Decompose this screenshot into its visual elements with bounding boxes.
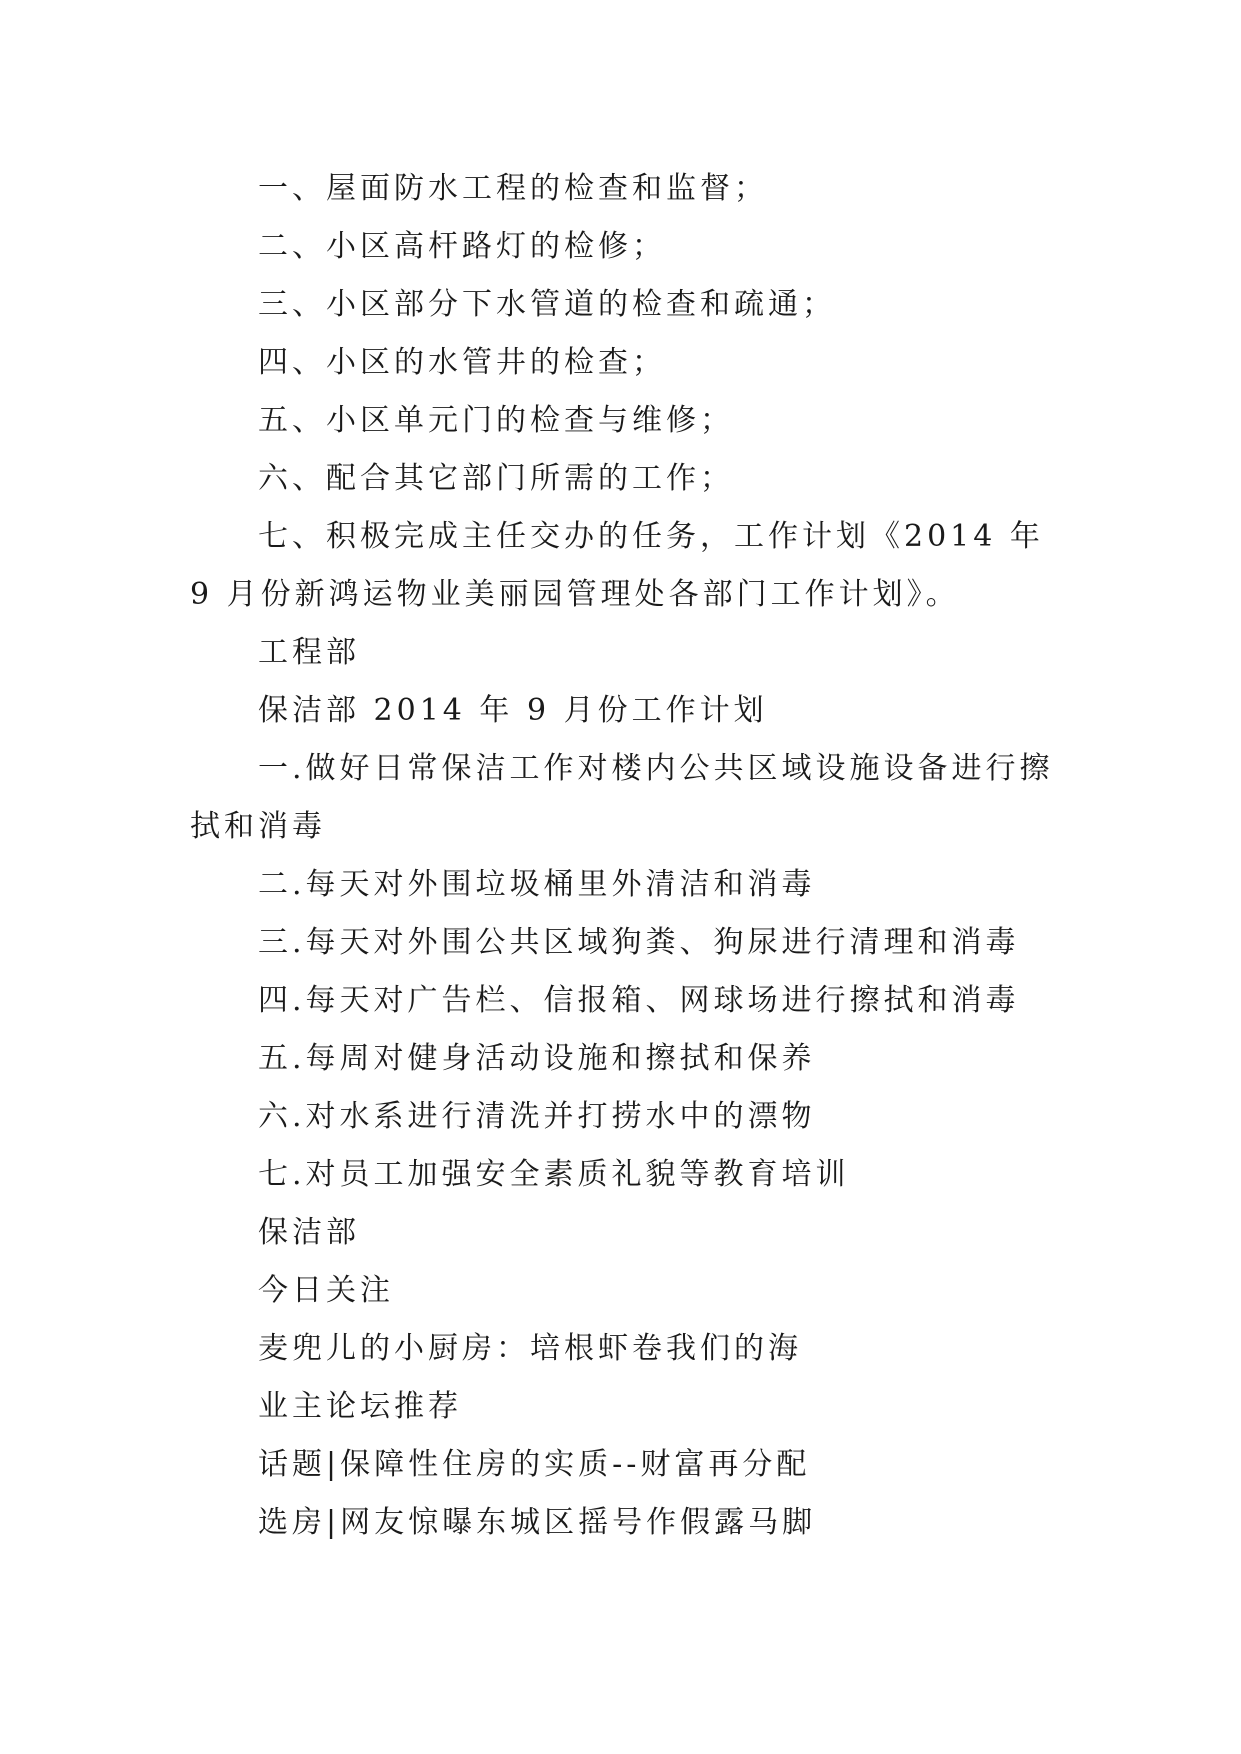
paragraph-dog-waste: 三.每天对外围公共区域狗粪、狗尿进行清理和消毒 xyxy=(258,925,1020,960)
paragraph-trash-bins: 二.每天对外围垃圾桶里外清洁和消毒 xyxy=(258,867,816,902)
signature-cleaning-dept: 保洁部 xyxy=(258,1215,360,1250)
paragraph-staff-training: 七.对员工加强安全素质礼貌等教育培训 xyxy=(258,1157,850,1192)
paragraph-roof-waterproofing: 一、屋面防水工程的检查和监督； xyxy=(258,171,768,206)
paragraph-water-wells: 四、小区的水管井的检查； xyxy=(258,345,666,380)
paragraph-kitchen-item: 麦兜儿的小厨房：培根虾卷我们的海 xyxy=(258,1331,802,1366)
paragraph-fitness-facilities: 五.每周对健身活动设施和擦拭和保养 xyxy=(258,1041,816,1076)
paragraph-water-system: 六.对水系进行清洗并打捞水中的漂物 xyxy=(258,1099,816,1134)
paragraph-assigned-tasks: 七、积极完成主任交办的任务，工作计划《2014 年 9 月份新鸿运物业美丽园管理处各部门工作计划》。 xyxy=(190,519,1044,612)
heading-today-focus: 今日关注 xyxy=(258,1273,394,1308)
section-title-cleaning-plan: 保洁部 2014 年 9 月份工作计划 xyxy=(258,693,768,728)
paragraph-sewer-pipes: 三、小区部分下水管道的检查和疏通； xyxy=(258,287,836,322)
paragraph-house-selection: 选房|网友惊曝东城区摇号作假露马脚 xyxy=(258,1505,817,1540)
paragraph-daily-cleaning: 一.做好日常保洁工作对楼内公共区域设施设备进行擦拭和消毒 xyxy=(190,751,1054,844)
paragraph-bulletin-boards: 四.每天对广告栏、信报箱、网球场进行擦拭和消毒 xyxy=(258,983,1020,1018)
signature-engineering-dept: 工程部 xyxy=(258,635,360,670)
paragraph-topic-housing: 话题|保障性住房的实质--财富再分配 xyxy=(258,1447,811,1482)
heading-forum-recommend: 业主论坛推荐 xyxy=(258,1389,462,1424)
document-body xyxy=(190,160,1060,1552)
paragraph-unit-doors: 五、小区单元门的检查与维修； xyxy=(258,403,734,438)
paragraph-cooperate-departments: 六、配合其它部门所需的工作； xyxy=(258,461,734,496)
paragraph-street-lamps: 二、小区高杆路灯的检修； xyxy=(258,229,666,264)
